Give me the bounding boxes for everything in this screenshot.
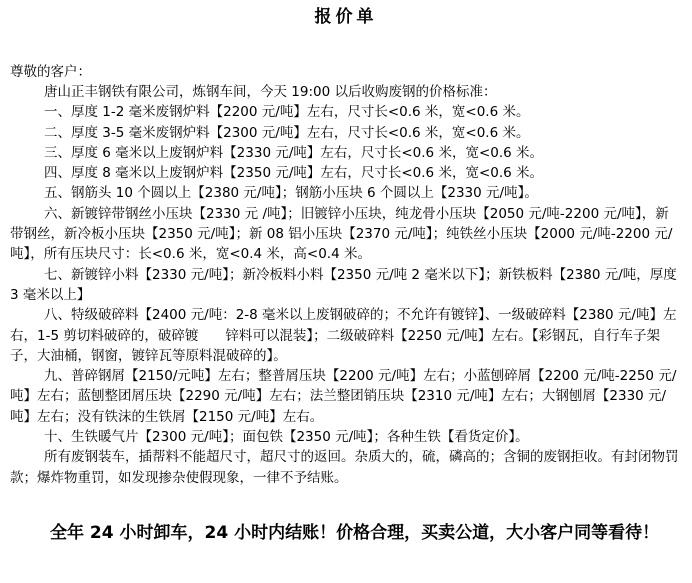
price-item-1: 一、厚度 1-2 毫米废钢炉料【2200 元/吨】左右，尺寸长<0.6 米，宽<0.6 米。 — [44, 104, 530, 121]
footer-slogan: 全年 24 小时卸车，24 小时内结账！价格合理，买卖公道，大小客户同等看待！ — [50, 523, 660, 543]
price-item-2: 二、厚度 3-5 毫米废钢炉料【2300 元/吨】左右，尺寸长<0.6 米，宽<0.6 米。 — [44, 124, 530, 141]
price-item-8: 八、特级破碎料【2400 元/吨：2-8 毫米以上废钢破碎的；不允许有镀锌】、一级破碎料【2380 元/吨】左右，1-5 剪切料破碎的，破碎镀 锌料可以混装】；二级破碎料【2250 元/吨】左右。【彩钢瓦，自行车子架子，大油桶，钢窗，镀锌瓦等原料混破碎的】。 — [10, 307, 677, 364]
document-title: 报价单 — [314, 7, 378, 27]
price-item-6: 六、新镀锌带钢丝小压块【2330 元 /吨】；旧镀锌小压块，纯龙骨小压块【2050 元/吨-2200 元/吨】，新带钢丝，新冷板小压块【2350 元/吨】；新 08 铝小压块【2370 元/吨】；纯铁丝小压块【2000 元/吨-2200 元/吨】，所有压块尺寸：长<0.6 米，宽<0.4 米，高<0.4 米。 — [10, 205, 673, 263]
price-item-10: 十、生铁暖气片【2300 元/吨】；面包铁【2350 元/吨】；各种生铁【看货定价】。 — [44, 429, 529, 446]
quote-body — [10, 82, 682, 488]
price-item-3: 三、厚度 6 毫米以上废钢炉料【2330 元/吨】左右，尺寸长<0.6 米，宽<0.6 米。 — [44, 144, 544, 161]
price-item-9: 九、普碎钢屑【2150/元吨】左右；整普屑压块【2200 元/吨】左右；小蓝刨碎屑【2200 元/吨-2250 元/吨】左右；蓝刨整团屑压块【2290 元/吨】左右；法兰整团销压块【2310 元/吨】左右；大钢刨屑【2330 元/吨】左右；没有铁沫的生铁屑【2150 元/吨】左右。 — [10, 368, 677, 425]
price-item-5: 五、钢筋头 10 个圆以上【2380 元/吨】；钢筋小压块 6 个圆以上【2330 元/吨】。 — [44, 185, 538, 202]
price-item-4: 四、厚度 8 毫米以上废钢炉料【2350 元/吨】左右，尺寸长<0.6 米，宽<0.6 米。 — [44, 165, 544, 182]
terms-paragraph: 所有废钢装车，插帮料不能超尺寸，超尺寸的返回。杂质大的，硫，磷高的；含铜的废钢拒收。有封闭物罚款；爆炸物重罚，如发现掺杂使假现象，一律不予结账。 — [10, 449, 679, 486]
intro-paragraph: 唐山正丰钢铁有限公司，炼钢车间，今天 19:00 以后收购废钢的价格标准： — [44, 84, 497, 100]
greeting: 尊敬的客户： — [10, 64, 91, 80]
price-item-7: 七、新镀锌小料【2330 元/吨】；新冷板料小料【2350 元/吨 2 毫米以下】；新铁板料【2380 元/吨，厚度 3 毫米以上】 — [10, 266, 677, 303]
